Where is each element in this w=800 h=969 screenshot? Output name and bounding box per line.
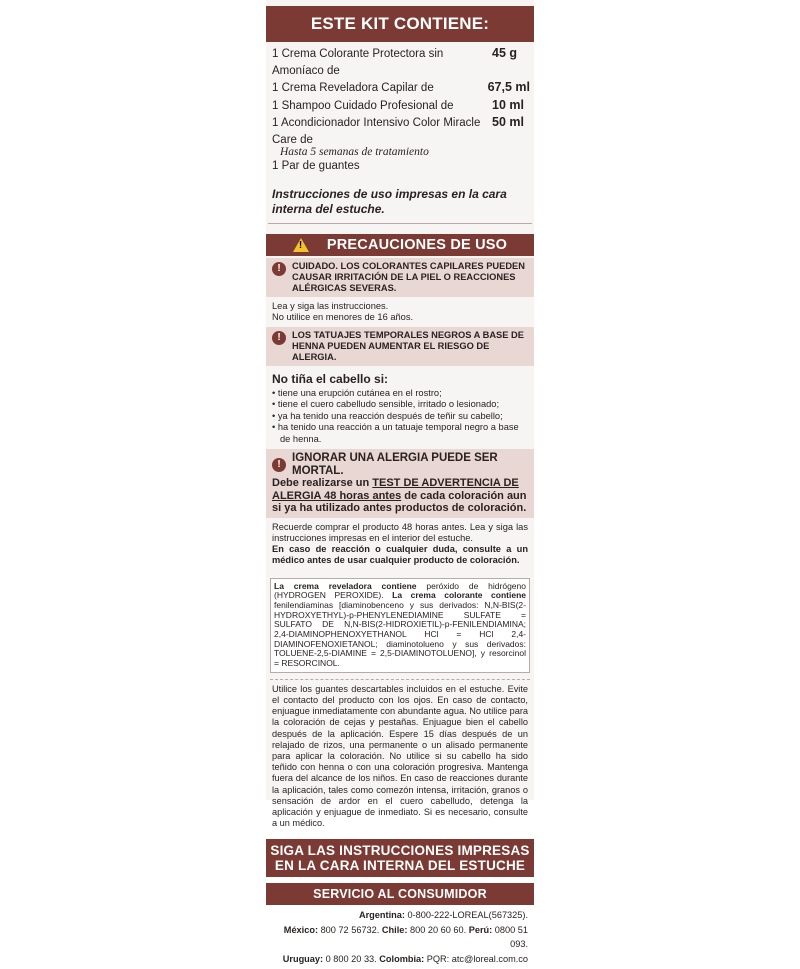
contact-line: México: 800 72 56732. Chile: 800 20 60 60. Perú: 0800 51 093. <box>283 924 528 950</box>
ingredients-box: La crema reveladora contiene peróxido de hidrógeno (HYDROGEN PEROXIDE). La crema colorante contiene fenilendiaminas [diaminobenceno y sus derivados: N,N-BIS(2-HYDROXYETHYL)-p-PHENYLENEDIAMINE SULFATE = SULFATO DE N,N-BIS(2-HIDROXIETIL)-p-FENILENDIAMINA; 2,4-DIAMINOPHENOXYETHANOL HCl = HCl 2,4-DIAMINOFENOXIETANOL; diaminotolueno y sus derivados: TOLUENE-2,5-DIAMINE = 2,5-DIAMINOTOLUENO], y resorcinol = RESORCINOL. <box>270 578 530 673</box>
kit-item-amount: 45 g <box>492 46 518 60</box>
kit-contents-list <box>266 42 534 175</box>
divider <box>268 223 532 224</box>
reminder-text: Recuerde comprar el producto 48 horas antes. Lea y siga las instrucciones impresas en el interior del estuche. En caso de reacción o cualquier duda, consulte a un médico antes de usar cualquier producto de coloración. <box>272 521 528 565</box>
allergy-warning-box <box>266 449 534 518</box>
follow-instructions-banner: SIGA LAS INSTRUCCIONES IMPRESAS EN LA CARA INTERNA DEL ESTUCHE <box>266 839 534 877</box>
no-dye-list <box>266 388 534 450</box>
list-item: • ya ha tenido una reacción después de teñir su cabello; <box>272 410 503 421</box>
kit-item: 1 Crema Colorante Protectora sin Amoníaco de 45 g <box>272 45 530 79</box>
consumer-service-contacts <box>266 905 534 969</box>
consumer-service-header: SERVICIO AL CONSUMIDOR <box>266 883 534 905</box>
contact-line: Argentina: 0-800-222-LOREAL(567325). <box>358 910 528 921</box>
kit-item: 1 Crema Reveladora Capilar de 67,5 ml <box>272 80 530 94</box>
allergy-warning-title: IGNORAR UNA ALERGIA PUEDE SER MORTAL. <box>292 452 498 477</box>
kit-sub-note: Hasta 5 semanas de tratamiento <box>280 146 429 158</box>
kit-item-amount: 67,5 ml <box>487 80 530 94</box>
product-label-panel <box>266 0 534 964</box>
read-instructions-text: Lea y siga las instrucciones. No utilice en menores de 16 años. <box>272 300 414 322</box>
kit-item-amount: 10 ml <box>492 97 524 112</box>
allergy-test-text: Debe realizarse un TEST DE ADVERTENCIA DE ALERGIA 48 horas antes de cada coloración aun si ya ha utilizado antes productos de coloración. <box>272 477 527 514</box>
kit-item-amount: 50 ml <box>492 115 524 129</box>
exclamation-circle-icon: ! <box>272 331 286 345</box>
exclamation-circle-icon: ! <box>272 262 286 276</box>
no-dye-title: No tiña el cabello si: <box>272 371 389 386</box>
usage-instructions: Utilice los guantes descartables incluidos en el estuche. Evite el contacto del producto con los ojos. En caso de contacto, enjuague inmediatamente con abundante agua. No utilice para la coloración de cejas y pestañas. Enjuague bien el cabello después de la aplicación. Espere 15 días después de un relajado de rizos, una permanente o un alisado permanente para aplicar la coloración. No utilice si su cabello ha sido teñido con henna o con una coloración progresiva. Mantenga fuera del alcance de los niños. En caso de reacciones durante la aplicación, tales como comezón intensa, irritación, granos o sensación de ardor en el cuero cabelludo, detenga la aplicación y enjuague de inmediato. Si es necesario, consulte a un médico. <box>272 683 528 829</box>
kit-instructions-note: Instrucciones de uso impresas en la cara interna del estuche. <box>272 186 507 216</box>
kit-item: 1 Shampoo Cuidado Profesional de 10 ml <box>272 97 530 115</box>
list-item: • tiene el cuero cabelludo sensible, irritado o lesionado; <box>272 399 500 409</box>
kit-header: ESTE KIT CONTIENE: <box>266 6 534 42</box>
precautions-header <box>266 234 534 256</box>
contact-line: Uruguay: 0 800 20 33. Colombia: PQR: atc@loreal.com.co <box>282 953 528 964</box>
precautions-title: PRECAUCIONES DE USO <box>326 236 508 253</box>
list-item: • ha tenido una reacción a un tatuaje temporal negro a base de henna. <box>272 422 519 444</box>
warning-box-irritation: ! CUIDADO. LOS COLORANTES CAPILARES PUEDEN CAUSAR IRRITACIÓN DE LA PIEL O REACCIONES ALÉRGICAS SEVERAS. <box>266 258 534 297</box>
kit-item: 1 Acondicionador Intensivo Color Miracle Care de 50 ml <box>272 114 530 148</box>
list-item: • tiene una erupción cutánea en el rostro; <box>272 387 442 398</box>
warning-box-henna: ! LOS TATUAJES TEMPORALES NEGROS A BASE DE HENNA PUEDEN AUMENTAR EL RIESGO DE ALERGIA. <box>266 327 534 366</box>
kit-item-gloves: 1 Par de guantes <box>272 160 360 172</box>
warning-triangle-icon: ! <box>293 238 309 252</box>
exclamation-circle-icon: ! <box>272 458 286 472</box>
